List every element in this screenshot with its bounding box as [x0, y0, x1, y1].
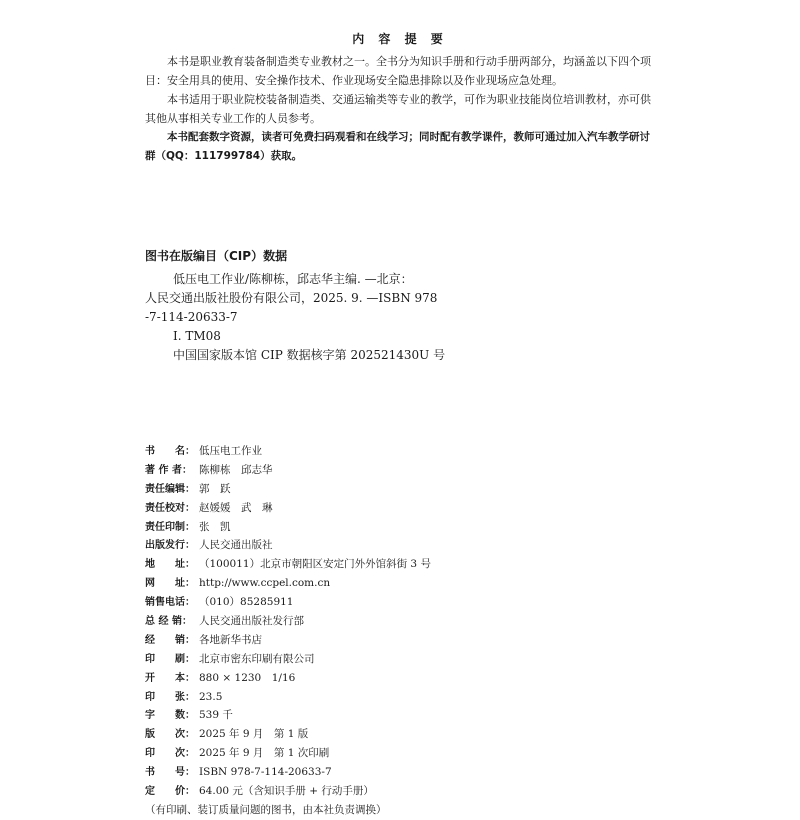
imprint-row-editor	[145, 480, 685, 499]
imprint-row-author	[145, 461, 685, 480]
summary-paragraph: 本书适用于职业院校装备制造类、交通运输类等专业的教学，可作为职业技能岗位培训教材，亦可供其他从事相关专业工作的人员参考。	[145, 93, 651, 125]
imprint-label: 印 刷：	[145, 653, 195, 665]
summary-digital-resources-paragraph: 本书配套数字资源，读者可免费扫码观看和在线学习；同时配有教学课件，教师可通过加入汽车教学研讨群（QQ：111799784）获取。	[145, 131, 650, 162]
imprint-value: http://www.ccpel.com.cn	[199, 577, 331, 590]
imprint-value: 郭 跃	[199, 482, 231, 495]
imprint-label: 地 址：	[145, 559, 195, 571]
imprint-section	[145, 442, 685, 820]
imprint-row-website	[145, 574, 685, 593]
imprint-label: 著 作 者：	[145, 464, 192, 476]
imprint-label: 版 次：	[145, 729, 195, 741]
imprint-label: 销售电话：	[145, 597, 195, 609]
imprint-row-price	[145, 782, 685, 801]
cip-title: 图书在版编目（CIP）数据	[145, 249, 288, 263]
imprint-value: 880 × 1230 1/16	[199, 671, 296, 684]
imprint-value: 539 千	[199, 709, 233, 722]
cip-line: 中国国家版本馆 CIP 数据核字第 202521430U 号	[173, 348, 446, 362]
quality-notice: （有印刷、装订质量问题的图书，由本社负责调换）	[145, 803, 387, 816]
imprint-row-sales-phone	[145, 593, 685, 612]
imprint-row-word-count	[145, 706, 685, 725]
imprint-row-sheets	[145, 688, 685, 707]
imprint-value: 张 凯	[199, 520, 231, 533]
imprint-row-address	[145, 555, 685, 574]
imprint-value: ISBN 978-7-114-20633-7	[199, 766, 332, 779]
cip-line: 低压电工作业/陈柳栋，邱志华主编. —北京：	[173, 272, 413, 286]
imprint-label: 总 经 销：	[145, 616, 192, 628]
imprint-label: 书 名：	[145, 446, 195, 457]
cip-line: -7-114-20633-7	[145, 310, 238, 324]
imprint-row-format	[145, 669, 685, 688]
imprint-label: 责任编辑：	[145, 483, 195, 495]
imprint-row-printing	[145, 744, 685, 763]
imprint-value: 人民交通出版社	[199, 539, 273, 552]
imprint-value: （100011）北京市朝阳区安定门外外馆斜街 3 号	[199, 558, 431, 571]
imprint-value: 赵媛媛 武 琳	[199, 501, 273, 514]
summary-paragraph: 本书是职业教育装备制造类专业教材之一。全书分为知识手册和行动手册两部分，均涵盖以下四个项目：安全用具的使用、安全操作技术、作业现场安全隐患排除以及作业现场应急处理。	[145, 55, 651, 87]
imprint-label: 印 张：	[145, 691, 195, 703]
imprint-label: 字 数：	[145, 710, 195, 722]
summary-section	[145, 52, 660, 166]
imprint-label: 出版发行：	[145, 540, 195, 552]
imprint-label: 网 址：	[145, 578, 195, 590]
imprint-value: 陈柳栋 邱志华	[199, 463, 273, 476]
imprint-value: （010）85285911	[199, 596, 294, 609]
imprint-label: 定 价：	[145, 786, 195, 798]
imprint-label: 书 号：	[145, 767, 195, 779]
imprint-label: 经 销：	[145, 634, 195, 646]
summary-title: 内 容 提 要	[352, 32, 448, 46]
imprint-value: 23.5	[199, 690, 223, 703]
imprint-label: 开 本：	[145, 672, 195, 684]
imprint-label: 责任校对：	[145, 502, 195, 514]
imprint-value: 低压电工作业	[199, 445, 262, 457]
imprint-label: 印 次：	[145, 748, 195, 760]
imprint-value: 2025 年 9 月 第 1 次印刷	[199, 747, 330, 760]
imprint-row-edition	[145, 725, 685, 744]
imprint-row-print-manager	[145, 518, 685, 537]
imprint-row-proofreader	[145, 499, 685, 518]
imprint-label: 责任印制：	[145, 521, 195, 533]
imprint-row-printer	[145, 650, 685, 669]
imprint-row-isbn	[145, 763, 685, 782]
imprint-row-retailer	[145, 631, 685, 650]
imprint-value: 北京市密东印刷有限公司	[199, 652, 315, 665]
imprint-value: 各地新华书店	[199, 633, 262, 646]
imprint-value: 人民交通出版社发行部	[199, 615, 304, 628]
imprint-value: 2025 年 9 月 第 1 版	[199, 728, 309, 741]
imprint-row-distributor	[145, 612, 685, 631]
cip-line: Ⅰ. TM08	[173, 329, 221, 343]
imprint-row-title	[145, 442, 685, 461]
cip-line: 人民交通出版社股份有限公司，2025. 9. —ISBN 978	[145, 291, 438, 305]
imprint-value: 64.00 元（含知识手册 + 行动手册）	[199, 785, 374, 798]
cip-section	[145, 247, 665, 365]
imprint-row-publisher	[145, 536, 685, 555]
